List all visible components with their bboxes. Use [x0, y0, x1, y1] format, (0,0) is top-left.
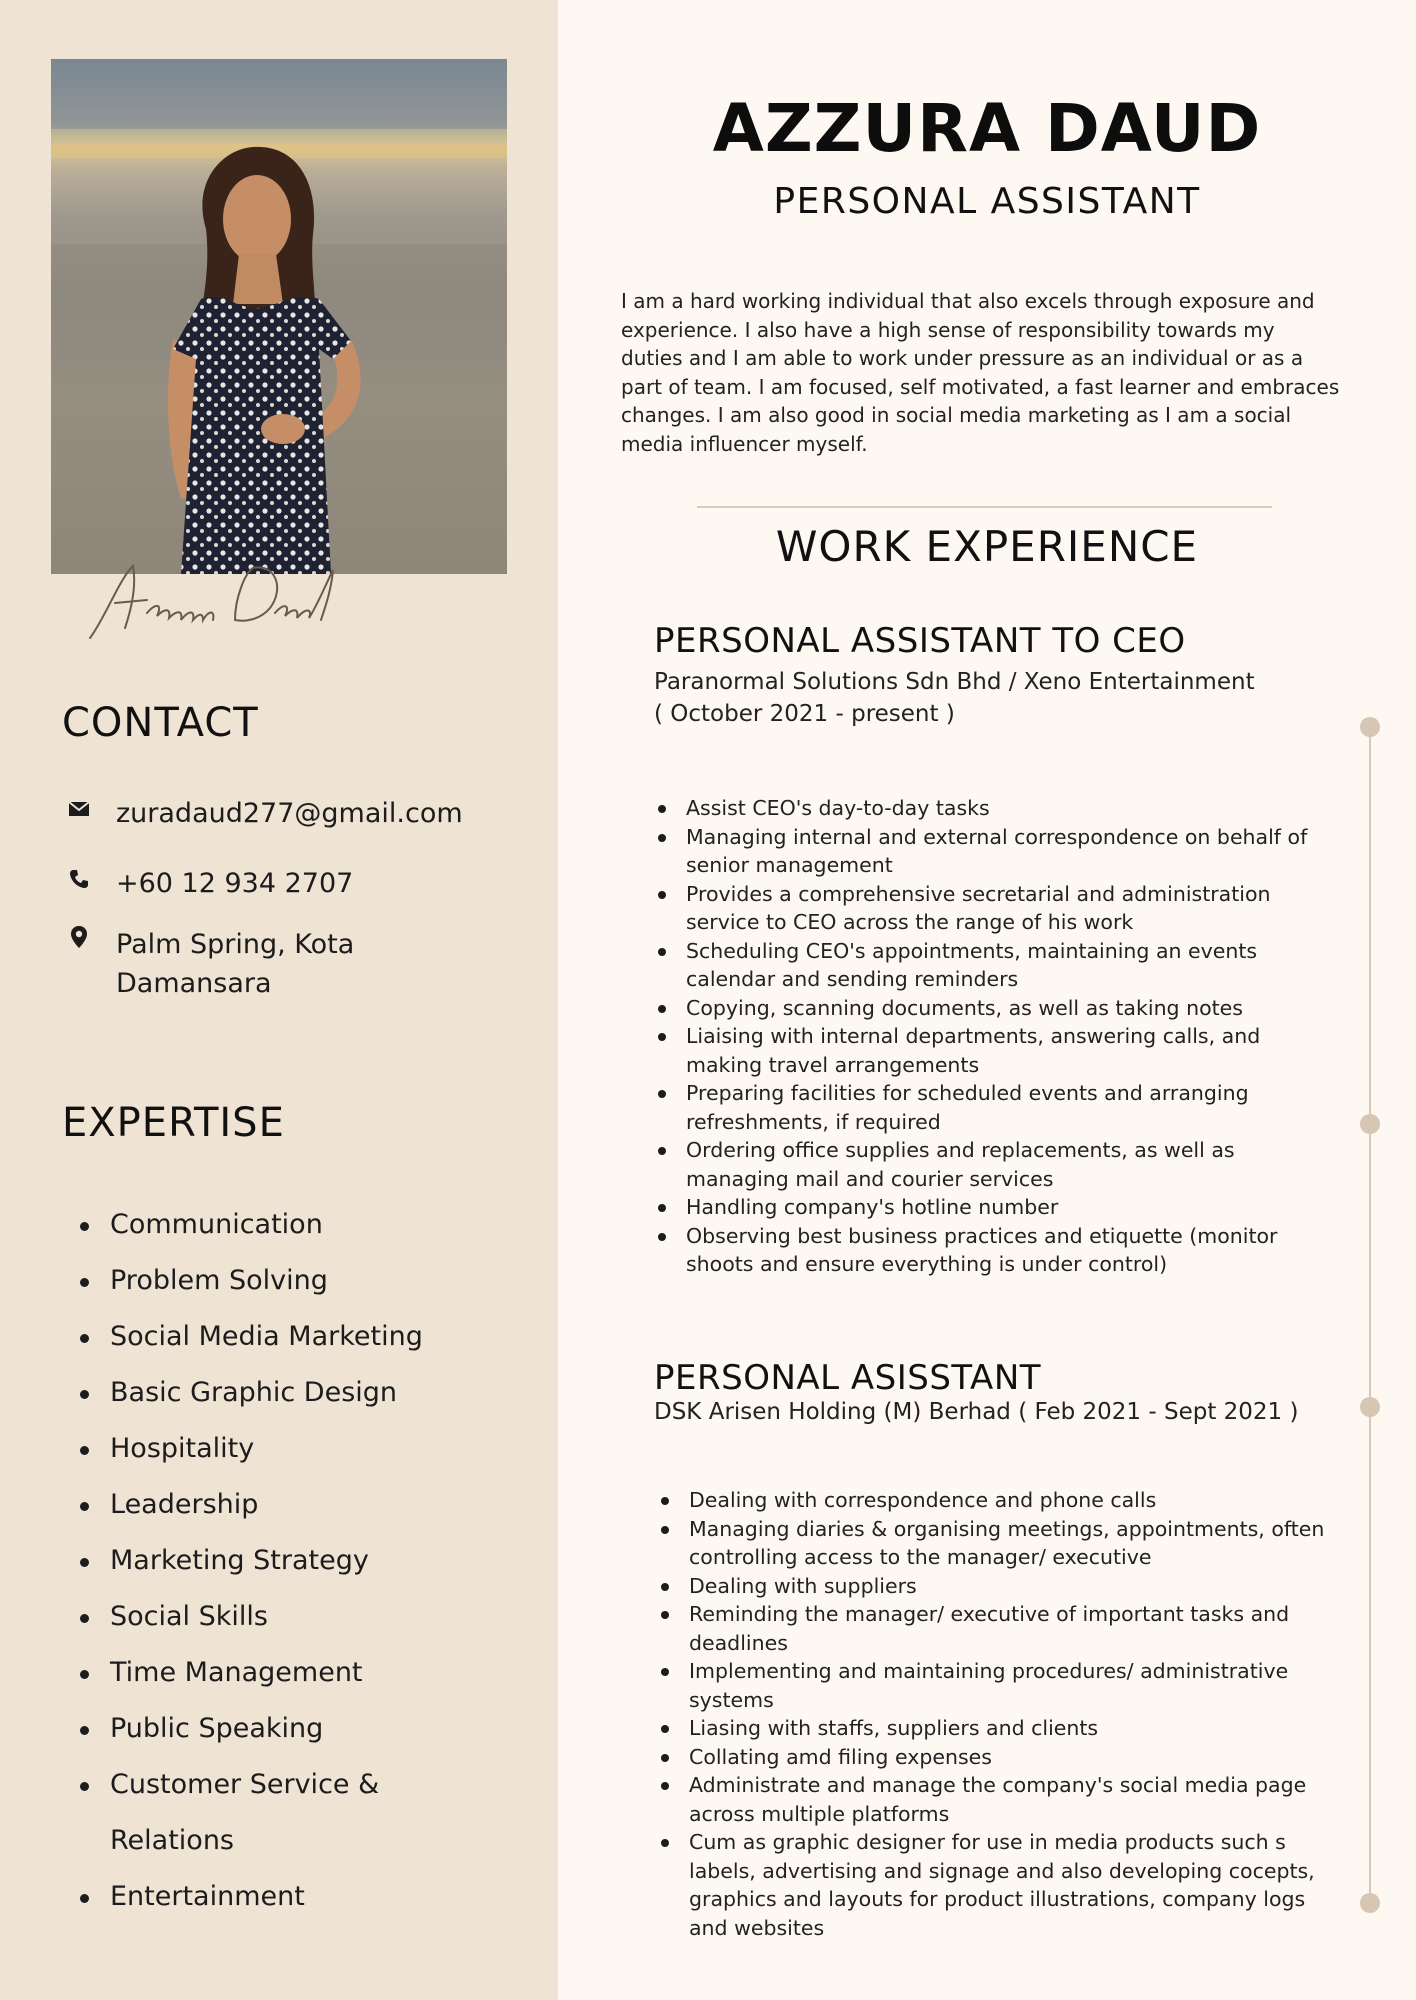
expertise-heading: EXPERTISE — [62, 1100, 285, 1146]
duty-item: Assist CEO's day-to-day tasks — [654, 794, 1334, 823]
duty-item: Preparing facilities for scheduled events and arranging refreshments, if required — [654, 1079, 1334, 1136]
duty-item: Handling company's hotline number — [654, 1193, 1334, 1222]
duty-item: Reminding the manager/ executive of important tasks and deadlines — [657, 1600, 1337, 1657]
duty-item: Ordering office supplies and replacements, as well as managing mail and courier services — [654, 1136, 1334, 1193]
contact-email — [62, 794, 463, 833]
duty-item: Copying, scanning documents, as well as taking notes — [654, 994, 1334, 1023]
phone-number[interactable]: +60 12 934 2707 — [116, 868, 354, 899]
job-role: PERSONAL ASSISTANT — [773, 181, 1201, 222]
duty-item: Administrate and manage the company's social media page across multiple platforms — [657, 1771, 1337, 1828]
job-company: DSK Arisen Holding (M) Berhad ( Feb 2021 - Sept 2021 ) — [654, 1399, 1299, 1425]
expertise-item: Time Management — [70, 1645, 450, 1701]
map-pin-icon — [62, 925, 96, 955]
duty-item: Liasing with staffs, suppliers and clients — [657, 1714, 1337, 1743]
duty-item: Cum as graphic designer for use in media products such s labels, advertising and signage and also developing cocepts, graphics and layouts for product illustrations, company logs and websites — [657, 1828, 1337, 1942]
duty-item: Implementing and maintaining procedures/ administrative systems — [657, 1657, 1337, 1714]
job-title: PERSONAL ASSISTANT TO CEO — [654, 621, 1186, 661]
expertise-item: Social Skills — [70, 1589, 450, 1645]
profile-photo-illustration — [51, 59, 507, 574]
timeline-dot — [1360, 717, 1380, 737]
job-duties-list — [654, 794, 1334, 1279]
duty-item: Collating amd filing expenses — [657, 1743, 1337, 1772]
signature-image — [85, 558, 355, 644]
expertise-item: Basic Graphic Design — [70, 1365, 450, 1421]
duty-item: Liaising with internal departments, answering calls, and making travel arrangements — [654, 1022, 1334, 1079]
expertise-item: Problem Solving — [70, 1253, 450, 1309]
duty-item: Dealing with suppliers — [657, 1572, 1337, 1601]
duty-item: Observing best business practices and etiquette (monitor shoots and ensure everything is under control) — [654, 1222, 1334, 1279]
contact-location — [62, 925, 416, 1003]
duty-item: Dealing with correspondence and phone calls — [657, 1486, 1337, 1515]
profile-photo — [51, 59, 507, 574]
work-experience-heading: WORK EXPERIENCE — [775, 522, 1199, 571]
expertise-item: Customer Service & Relations — [70, 1757, 380, 1869]
job-company: Paranormal Solutions Sdn Bhd / Xeno Entertainment — [654, 669, 1255, 695]
timeline-dot — [1360, 1397, 1380, 1417]
contact-heading: CONTACT — [62, 700, 259, 746]
expertise-item: Public Speaking — [70, 1701, 450, 1757]
duty-item: Managing internal and external correspondence on behalf of senior management — [654, 823, 1334, 880]
duty-item: Managing diaries & organising meetings, appointments, often controlling access to the manager/ executive — [657, 1515, 1337, 1572]
expertise-item: Hospitality — [70, 1421, 450, 1477]
expertise-item: Communication — [70, 1197, 450, 1253]
expertise-list — [70, 1197, 450, 1925]
duty-item: Scheduling CEO's appointments, maintaining an events calendar and sending reminders — [654, 937, 1334, 994]
timeline-dot — [1360, 1114, 1380, 1134]
location-text: Palm Spring, Kota Damansara — [116, 929, 355, 999]
phone-icon — [62, 864, 96, 894]
section-divider — [697, 506, 1272, 508]
expertise-item: Leadership — [70, 1477, 450, 1533]
contact-phone — [62, 864, 353, 903]
envelope-icon — [62, 794, 96, 824]
expertise-item: Marketing Strategy — [70, 1533, 450, 1589]
expertise-item: Social Media Marketing — [70, 1309, 450, 1365]
profile-summary: I am a hard working individual that also excels through exposure and experience. I also have a high sense of responsibility towards my duties and I am able to work under pressure as an individual or as a part of team. I am focused, self motivated, a fast learner and embraces changes. I am also good in social media marketing as I am a social media influencer myself. — [621, 289, 1340, 456]
timeline-dot — [1360, 1893, 1380, 1913]
email-address[interactable]: zuradaud277@gmail.com — [116, 798, 463, 829]
full-name: AZZURA DAUD — [712, 90, 1262, 167]
job-period: ( October 2021 - present ) — [654, 701, 955, 727]
job-title: PERSONAL ASISSTANT — [654, 1358, 1042, 1398]
timeline-line — [1369, 727, 1371, 1903]
expertise-item: Entertainment — [70, 1869, 450, 1925]
job-duties-list — [657, 1486, 1337, 1942]
duty-item: Provides a comprehensive secretarial and administration service to CEO across the range of his work — [654, 880, 1334, 937]
